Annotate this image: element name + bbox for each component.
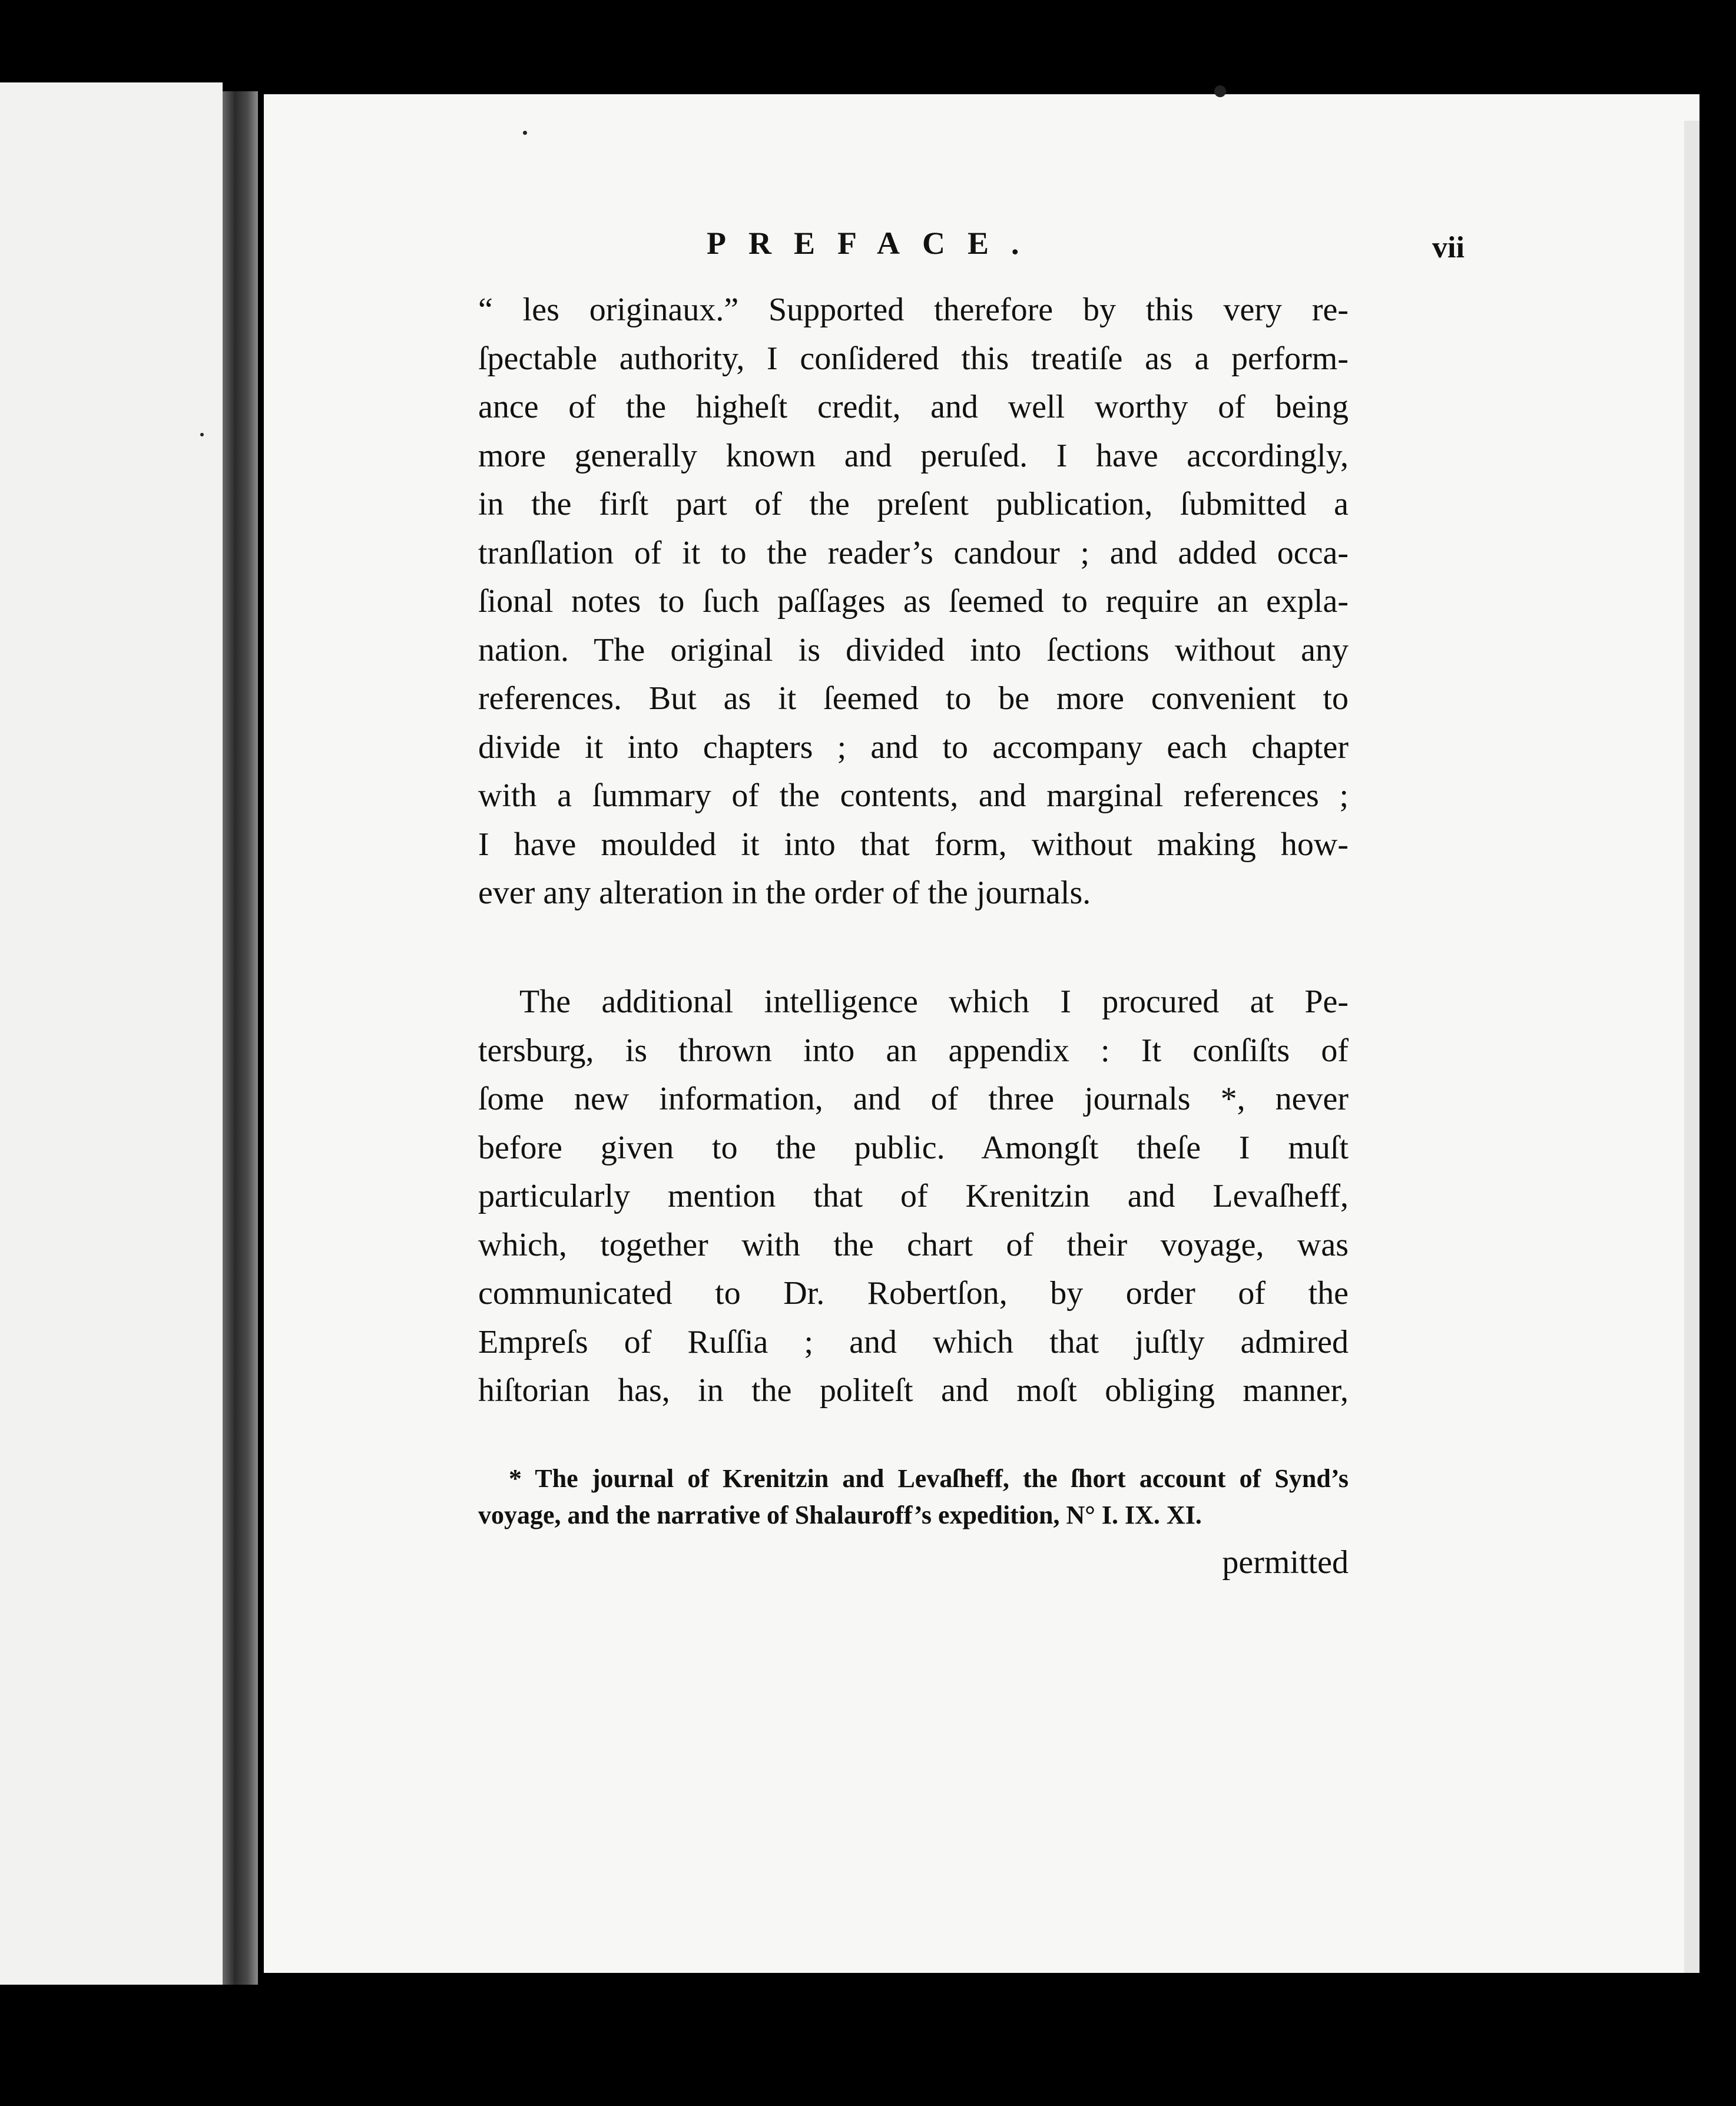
text-line: before given to the public. Amongſt theſe I muſt [478,1129,1349,1166]
text-line: “ les originaux.” Supported therefore by this very re- [478,292,1349,328]
text-line: Empreſs of Ruſſia ; and which that juſtly admired [478,1323,1349,1360]
ink-speck [1214,85,1226,97]
ink-speck [523,131,527,135]
page-number: vii [1432,231,1465,264]
text-line: nation. The original is divided into ſections without any [478,631,1349,668]
text-line: tranſlation of it to the reader’s candour ; and added occa- [478,534,1349,571]
text-line: which, together with the chart of their voyage, was [478,1226,1349,1263]
footnote-line: voyage, and the narrative of Shalauroff’s expedition, N° I. IX. XI. [478,1501,1202,1529]
book-gutter [223,91,258,1985]
text-line: with a ſummary of the contents, and marginal references ; [478,777,1349,814]
text-line: ever any alteration in the order of the journals. [478,875,1091,911]
text-line: more generally known and peruſed. I have accordingly, [478,437,1349,474]
text-line: references. But as it ſeemed to be more convenient to [478,680,1349,717]
footnote [478,1461,1349,1534]
text-line: ance of the higheſt credit, and well worthy of being [478,389,1349,425]
paragraph-2 [478,978,1349,1415]
paragraph-1 [478,286,1349,918]
text-line: hiſtorian has, in the politeſt and moſt obliging manner, [478,1372,1349,1409]
text-line: ſpectable authority, I conſidered this treatiſe as a perform- [478,340,1349,377]
text-line: The additional intelligence which I procured at Pe- [519,984,1349,1020]
page-edge-shadow [1684,121,1699,1973]
running-head: PREFACE. [707,226,1042,261]
text-line: divide it into chapters ; and to accompany each chapter [478,729,1349,766]
text-line: ſional notes to ſuch paſſages as ſeemed to require an expla- [478,583,1349,620]
text-line: tersburg, is thrown into an appendix : It conſiſts of [478,1032,1349,1069]
text-line: in the firſt part of the preſent publication, ſubmitted a [478,486,1349,522]
left-facing-page [0,82,223,1985]
text-line: ſome new information, and of three journals *, never [478,1081,1349,1117]
ink-speck [200,433,204,436]
footnote-line: * The journal of Krenitzin and Levaſheff, the ſhort account of Synd’s [509,1464,1349,1493]
text-line: particularly mention that of Krenitzin and Levaſheff, [478,1178,1349,1214]
text-line: I have moulded it into that form, without making how- [478,826,1349,863]
text-line: communicated to Dr. Robertſon, by order of the [478,1275,1349,1312]
catchword: permitted [1222,1544,1349,1581]
